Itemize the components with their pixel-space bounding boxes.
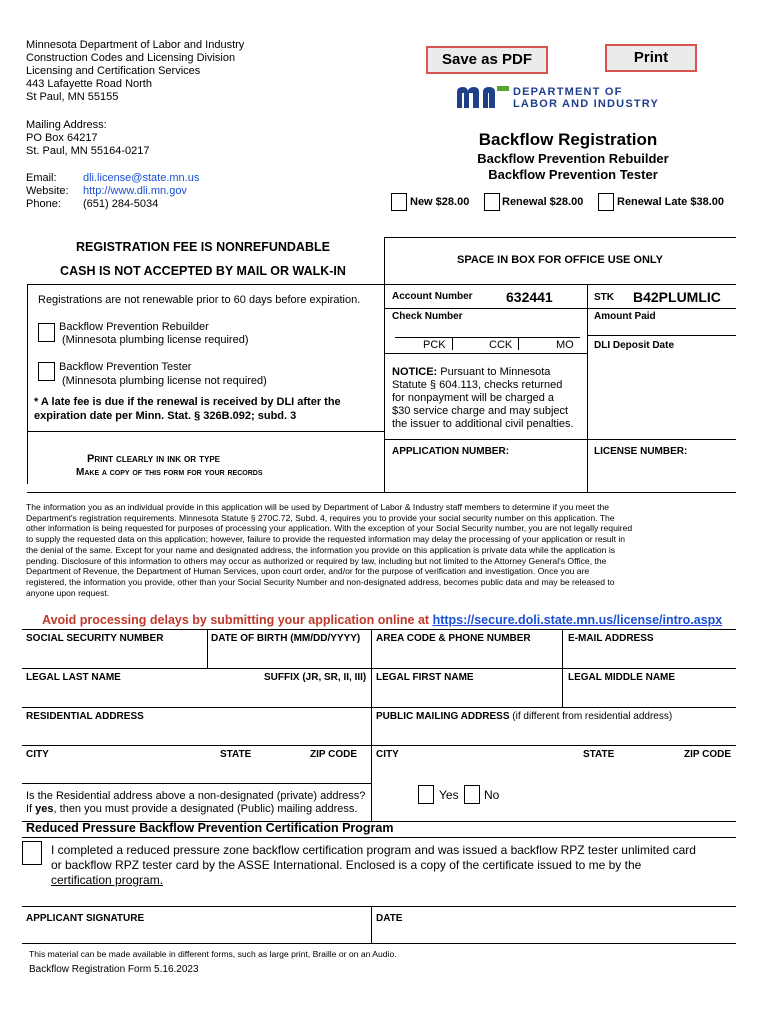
yes-checkbox[interactable] [418,785,434,804]
divider [452,337,453,350]
public-city-field[interactable]: CITY [376,749,399,760]
privacy-line: Department's registration requirements. Minnesota Statute § 270C.72, Subd. 4, requires you to provide your social security number on this application. The [26,512,615,523]
rpz-line: certification program. [51,873,164,887]
office-use-header: SPACE IN BOX FOR OFFICE USE ONLY [457,254,663,266]
renewal-notice: Registrations are not renewable prior to 60 days before expiration. [38,294,361,306]
stk-value: B42PLUMLIC [633,289,721,305]
contact-block [26,172,199,211]
online-text: Avoid processing delays by submitting your application online at [42,613,433,627]
divider [22,745,736,746]
mailing-address [26,119,150,158]
notice-line: Pursuant to Minnesota [440,366,551,378]
agency-line: Minnesota Department of Labor and Industry [26,39,245,51]
agency-line: Construction Codes and Licensing Division [26,52,236,64]
agency-line: 443 Lafayette Road North [26,78,152,90]
yes-label: Yes [439,788,459,802]
late-fee-checkbox[interactable] [598,193,614,211]
website-label: Website: [26,185,69,197]
online-link[interactable]: https://secure.doli.state.mn.us/license/intro.aspx [432,613,723,627]
last-name-field[interactable]: LEGAL LAST NAME [26,672,121,683]
divider [27,431,384,432]
privacy-notice [26,502,746,598]
amount-paid-label: Amount Paid [594,311,656,322]
instruction-yes: yes [35,803,54,815]
mo-label: MO [556,339,574,351]
divider [371,906,372,943]
rpz-heading: Reduced Pressure Backflow Prevention Certification Program [26,821,394,835]
divider [384,353,587,354]
divider [27,492,736,493]
no-checkbox[interactable] [464,785,480,804]
residential-address-field[interactable]: RESIDENTIAL ADDRESS [26,711,144,722]
mailing-line: PO Box 64217 [26,132,98,144]
print-button[interactable]: Print [605,44,697,72]
email-label: Email: [26,172,57,184]
public-zip-field[interactable]: ZIP CODE [684,749,732,760]
divider [518,337,519,350]
phone-value: (651) 284-5034 [83,198,159,210]
late-fee-note-1: * A late fee is due if the renewal is received by DLI after the [34,396,341,408]
rebuilder-note: (Minnesota plumbing license required) [62,334,249,346]
divider [384,308,736,309]
renewal-fee-label: Renewal $28.00 [502,196,584,208]
email-link[interactable]: dli.license@state.mn.us [83,172,200,184]
privacy-line: to supply the requested data on this application; however, failure to provide the requested information may delay the processing of your application or result in [26,534,626,545]
print-clearly-note: Print clearly in ink or type [87,453,220,465]
state-field[interactable]: STATE [220,749,252,760]
divider [22,906,736,907]
zip-field[interactable]: ZIP CODE [310,749,358,760]
public-address-field[interactable] [376,711,672,723]
divider [371,629,372,821]
agency-line: Licensing and Certification Services [26,65,201,77]
tester-note: (Minnesota plumbing license not required) [62,375,267,387]
divider [22,707,736,708]
notice-line: Statute § 604.113, checks returned [392,379,563,391]
no-label: No [484,788,500,802]
private-address-instruction [26,803,357,816]
logo-line1: DEPARTMENT OF [513,86,623,98]
tester-label: Backflow Prevention Tester [59,361,192,373]
make-copy-note: Make a copy of this form for your records [76,467,263,478]
city-field[interactable]: CITY [26,749,49,760]
applicant-signature-field[interactable]: APPLICANT SIGNATURE [26,913,145,924]
divider [22,943,736,944]
instruction-text: , then you must provide a designated (Public) mailing address. [53,803,358,815]
public-address-note: (if different from residential address) [509,711,673,722]
privacy-line: Department of Revenue, the Department of Human Services, upon court order, and/or for the purpose of verification and investigation. Once you are [26,566,590,577]
license-number-label: LICENSE NUMBER: [594,446,688,457]
dob-field[interactable]: DATE OF BIRTH (MM/DD/YYYY) [211,633,361,644]
divider [587,284,588,493]
phone-field[interactable]: AREA CODE & PHONE NUMBER [376,633,531,644]
privacy-line: The information you as an individual provide in this application will be used by Department of Labor & Industry staff members to determine if you meet the [26,502,610,512]
rpz-line: or backflow RPZ tester card by the ASSE International. Enclosed is a copy of the certificate issued to me by the [51,858,642,872]
mailing-line: Mailing Address: [26,119,107,131]
privacy-line: the denial of the same. Except for your name and designated address, the information you provide on this application is private data while the application is [26,544,616,555]
stk-label: STK [594,292,614,303]
mn-logo-icon [455,84,511,110]
form-subtitle-1: Backflow Prevention Rebuilder [477,151,669,166]
divider [22,668,736,669]
divider [384,237,736,238]
divider [587,335,736,336]
instruction-text: If [26,803,36,815]
notice-line: $30 service charge and may subject [392,405,569,417]
mailing-line: St. Paul, MN 55164-0217 [26,145,150,157]
dli-logo [455,84,677,110]
divider [22,629,736,630]
private-address-question: Is the Residential address above a non-designated (private) address? [26,790,366,802]
rebuilder-label: Backflow Prevention Rebuilder [59,321,209,333]
divider [384,439,736,440]
rebuilder-checkbox[interactable] [38,323,55,342]
divider [27,284,28,484]
divider [384,237,385,493]
privacy-line: registered, the information you provide, other than your Social Security Number and non-designated address, becomes public data and may be released to [26,576,615,587]
check-number-label: Check Number [392,311,463,322]
ssn-field[interactable]: SOCIAL SECURITY NUMBER [26,633,164,644]
rpz-line: I completed a reduced pressure zone backflow certification program and was issued a backflow RPZ tester unlimited card [51,843,696,857]
middle-name-field[interactable]: LEGAL MIDDLE NAME [568,672,676,683]
online-banner [42,613,722,627]
cash-notice: CASH IS NOT ACCEPTED BY MAIL OR WALK-IN [60,264,346,278]
public-address-label: PUBLIC MAILING ADDRESS [376,711,510,722]
application-number-label: APPLICATION NUMBER: [392,446,510,457]
alt-format-note: This material can be made available in different forms, such as large print, Braille or on an Audio. [29,949,397,959]
website-link[interactable]: http://www.dli.mn.gov [83,185,187,197]
rpz-checkbox[interactable] [22,841,42,865]
notice-line: the issuer to additional civil penalties. [392,418,574,430]
divider [207,629,208,668]
late-fee-label: Renewal Late $38.00 [617,196,725,208]
pck-label: PCK [423,339,446,351]
divider [22,783,371,784]
privacy-line: pending. Disclosure of this information to others may occur as authorized or required by law, including but not limited to the Attorney General's Office, the [26,555,607,566]
phone-label: Phone: [26,198,61,210]
renewal-fee-checkbox[interactable] [484,193,500,211]
form-title: Backflow Registration [478,130,658,149]
cck-label: CCK [489,339,513,351]
divider [27,284,384,285]
new-fee-checkbox[interactable] [391,193,407,211]
save-as-pdf-button[interactable]: Save as PDF [426,46,548,74]
suffix-field[interactable]: SUFFIX (JR, SR, II, III) [264,672,367,683]
privacy-line: anyone upon request. [26,587,110,598]
tester-checkbox[interactable] [38,362,55,381]
account-number-label: Account Number [392,291,473,302]
form-version: Backflow Registration Form 5.16.2023 [29,964,199,975]
check-notice [392,366,584,431]
divider [384,284,736,285]
account-number-value: 632441 [506,289,553,305]
first-name-field[interactable]: LEGAL FIRST NAME [376,672,474,683]
new-fee-label: New $28.00 [410,196,470,208]
deposit-date-label: DLI Deposit Date [594,340,675,351]
nonrefundable-notice: REGISTRATION FEE IS NONREFUNDABLE [76,240,330,254]
agency-line: St Paul, MN 55155 [26,91,119,103]
notice-label: NOTICE: [392,366,438,378]
divider [395,337,580,338]
form-subtitle-2: Backflow Prevention Tester [488,167,658,182]
public-state-field[interactable]: STATE [583,749,615,760]
notice-line: for nonpayment will be charged a [392,392,555,404]
privacy-line: other information is being requested for purposes of processing your application. With the exception of your Social Security number, you are not legally required [26,523,633,534]
signature-date-field[interactable]: DATE [376,913,403,924]
agency-address [26,39,244,104]
rpz-statement [51,843,696,888]
late-fee-note-2: expiration date per Minn. Stat. § 326B.092; subd. 3 [34,410,297,422]
logo-line2: LABOR AND INDUSTRY [513,98,660,110]
email-field[interactable]: E-MAIL ADDRESS [568,633,654,644]
divider [22,837,736,838]
